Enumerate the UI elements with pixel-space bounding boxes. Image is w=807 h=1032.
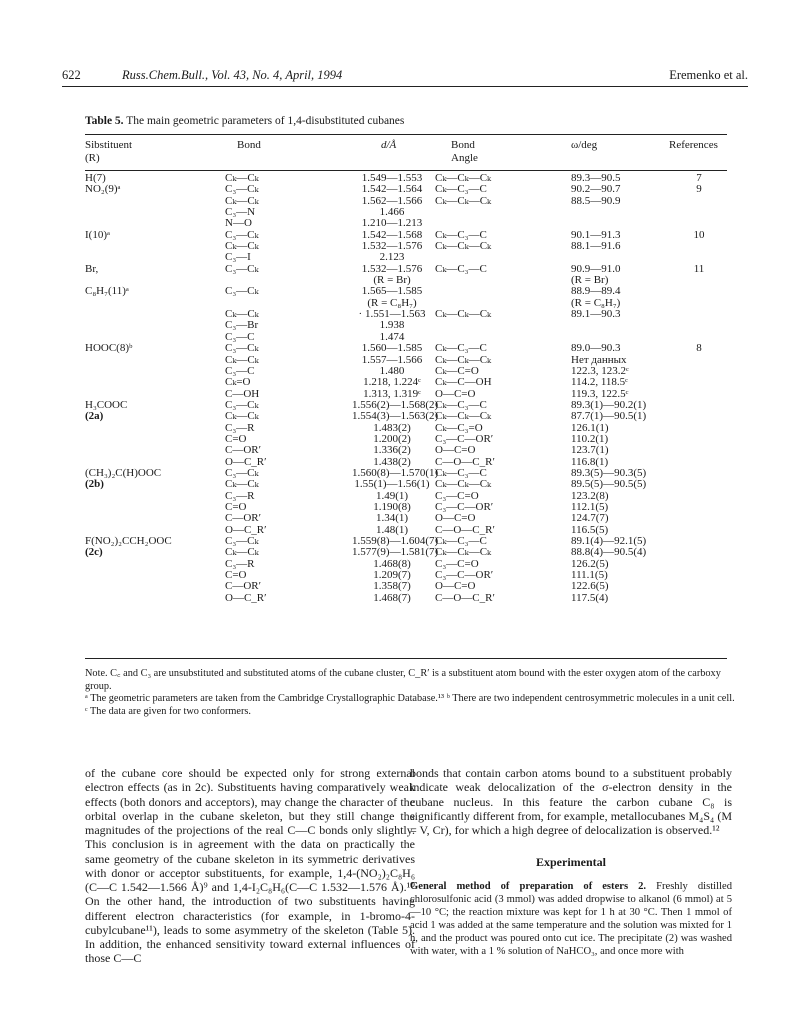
cell-distance: · 1.551—1.563 [358, 308, 426, 321]
cell-bond-angle: Cₖ—C₃—C [435, 228, 487, 241]
cell-substituent: HOOC(8)ᵇ [85, 342, 133, 355]
cell-omega: 126.2(5) [571, 557, 609, 570]
cell-bond-angle: Cₖ—C₃—C [435, 183, 487, 196]
cell-bond: C₃—Cₖ [225, 466, 259, 479]
cell-omega: 116.5(5) [571, 523, 609, 536]
table-bottom-rule [85, 658, 727, 659]
table-row [85, 196, 727, 207]
cell-distance: 1.542—1.568 [361, 228, 423, 241]
cell-omega: 123.7(1) [571, 444, 609, 457]
cell-distance: 1.468(8) [373, 557, 411, 570]
cell-bond: C₃—R [225, 421, 255, 434]
table-row [85, 343, 727, 354]
cell-bond: C₃—I [225, 251, 251, 264]
cell-distance: (R = C₈H₇) [367, 296, 417, 309]
cell-distance: 1.438(2) [373, 455, 411, 468]
table-notes [85, 668, 735, 718]
cell-omega: 124.7(7) [571, 512, 609, 525]
cell-substituent: I(10)ᵃ [85, 228, 110, 241]
cell-bond-angle: Cₖ—Cₖ—Cₖ [435, 546, 492, 559]
cell-bond-angle: C₃—C—OR′ [435, 432, 494, 445]
cell-bond: C=O [225, 432, 247, 445]
cell-bond: C₃—Cₖ [225, 398, 259, 411]
cell-distance: 1.532—1.576 [361, 240, 423, 253]
cell-bond-angle: Cₖ—C₃—C [435, 262, 487, 275]
cell-distance: (R = Br) [373, 274, 411, 287]
cell-substituent: C₈H₇(11)ᵃ [85, 285, 129, 298]
cell-bond: C₃—Cₖ [225, 228, 259, 241]
cell-omega: 87.7(1)—90.5(1) [571, 410, 647, 423]
cell-substituent: NO₂(9)ᵃ [85, 183, 121, 196]
cell-bond: Cₖ—Cₖ [225, 172, 259, 184]
journal-citation: Russ.Chem.Bull., Vol. 43, No. 4, April, 1994 [122, 68, 343, 82]
cell-reference: 11 [693, 262, 705, 275]
cell-bond: C₃—C [225, 364, 255, 377]
cell-omega: 110.2(1) [571, 432, 609, 445]
cell-reference: 9 [696, 183, 702, 196]
table-note: Note. C꜀ and C₃ are unsubstituted and substituted atoms of the cubane cluster, C_R′ is a substituent atom bound with the ester oxygen atom of the carboxy group. [85, 668, 721, 692]
cell-bond-angle: Cₖ—C₃—C [435, 535, 487, 547]
cell-omega: 119.3, 122.5ᶜ [571, 387, 629, 400]
header-substituent: Sibstituent (R) [85, 139, 133, 164]
body-column-right [410, 766, 732, 958]
cell-bond-angle: Cₖ—C₃—C [435, 398, 487, 411]
header-references: References [669, 139, 718, 151]
cell-distance: 1.480 [379, 364, 405, 377]
section-title-experimental: Experimental [536, 855, 606, 870]
cell-bond-angle: Cₖ—C—OH [435, 376, 492, 389]
table-row [85, 309, 727, 320]
cell-bond-angle: O—C=O [435, 580, 476, 593]
cell-bond-angle: Cₖ—C=O [435, 364, 479, 377]
cell-substituent: H(7) [85, 172, 106, 184]
cell-omega: 88.9—89.4 [571, 285, 621, 298]
cell-omega: 89.3(1)—90.2(1) [571, 398, 647, 411]
cell-substituent: Br, [85, 262, 99, 275]
table-caption-label: Table 5. [85, 115, 124, 127]
cell-bond: Cₖ—Cₖ [225, 240, 259, 253]
cell-omega: 122.3, 123.2ᶜ [571, 364, 629, 377]
table-row [85, 241, 727, 252]
table-top-rule [85, 134, 727, 135]
experimental-paragraph [410, 880, 732, 958]
cell-bond: C—OH [225, 387, 260, 400]
table-row [85, 513, 727, 524]
cell-distance: 1.55(1)—1.56(1) [354, 478, 430, 491]
running-header [62, 66, 748, 84]
page-number: 622 [62, 68, 81, 82]
cell-bond: C=O [225, 569, 247, 582]
table-row [85, 320, 727, 331]
cell-bond: Cₖ—Cₖ [225, 410, 259, 423]
cell-bond-angle: Cₖ—Cₖ—Cₖ [435, 194, 492, 207]
cell-bond-angle: Cₖ—Cₖ—Cₖ [435, 478, 492, 491]
cell-distance: 1.560(8)—1.570(1) [352, 466, 439, 479]
cell-omega: 116.8(1) [571, 455, 609, 468]
cell-distance: 1.313, 1.319ᶜ [363, 387, 421, 400]
cell-omega: 90.1—91.3 [571, 228, 621, 241]
cell-omega: 90.2—90.7 [571, 183, 621, 196]
cell-bond-angle: Cₖ—C₃=O [435, 421, 483, 434]
cell-substituent: (2a) [85, 410, 104, 423]
cell-bond-angle: Cₖ—Cₖ—Cₖ [435, 353, 492, 366]
cell-bond: C—OR′ [225, 444, 262, 457]
cell-reference: 10 [693, 228, 705, 241]
cell-bond: C₃—Cₖ [225, 183, 259, 196]
cell-omega: 112.1(5) [571, 500, 609, 513]
cell-distance: 1.532—1.576 [361, 262, 423, 275]
cell-substituent: F(NO₂)₂CCH₂OOC [85, 535, 172, 547]
cell-bond-angle: C—O—C_R′ [435, 591, 495, 604]
cell-bond-angle: C₃—C—OR′ [435, 569, 494, 582]
cell-distance: 1.483(2) [373, 421, 411, 434]
cell-bond-angle: Cₖ—C₃—C [435, 466, 487, 479]
experimental-lead: General method of preparation of esters 2. [410, 880, 647, 892]
cell-reference: 7 [696, 172, 702, 184]
cell-bond: C₃—Cₖ [225, 342, 259, 355]
cell-omega: 89.0—90.3 [571, 342, 621, 355]
cell-omega: 90.9—91.0 [571, 262, 621, 275]
cell-distance: 1.559(8)—1.604(7) [352, 535, 439, 547]
cell-bond-angle: Cₖ—Cₖ—Cₖ [435, 410, 492, 423]
cell-bond-angle: Cₖ—Cₖ—Cₖ [435, 240, 492, 253]
table-header [85, 139, 727, 167]
cell-substituent: (2c) [85, 546, 103, 559]
cell-bond: O—C_R′ [225, 523, 267, 536]
cell-distance: 1.938 [379, 319, 405, 332]
body-column-left [85, 766, 415, 966]
cell-bond: C₃—N [225, 206, 256, 219]
header-bond: Bond [237, 139, 261, 151]
cell-omega: 89.1(4)—92.1(5) [571, 535, 647, 547]
cell-distance: 1.210—1.213 [361, 217, 423, 230]
cell-bond: O—C_R′ [225, 455, 267, 468]
cell-bond: C₃—Cₖ [225, 262, 259, 275]
cell-bond: C₃—R [225, 489, 255, 502]
table-row [85, 445, 727, 456]
header-rule [62, 86, 748, 87]
cell-bond: O—C_R′ [225, 591, 267, 604]
cell-bond: C₃—R [225, 557, 255, 570]
cell-omega: Нет данных [571, 353, 627, 366]
cell-distance: 1.49(1) [375, 489, 409, 502]
table-row [85, 377, 727, 388]
cell-omega: 89.5(5)—90.5(5) [571, 478, 647, 491]
cell-bond: Cₖ—Cₖ [225, 194, 259, 207]
cell-distance: 1.560—1.585 [361, 342, 423, 355]
cell-bond: C₃—Cₖ [225, 535, 259, 547]
cell-distance: 1.577(9)—1.581(7) [352, 546, 439, 559]
cell-bond-angle: Cₖ—C₃—C [435, 342, 487, 355]
cell-distance: 1.468(7) [373, 591, 411, 604]
cell-substituent: H₃COOC [85, 398, 128, 411]
cell-omega: 122.6(5) [571, 580, 609, 593]
cell-bond-angle: O—C=O [435, 444, 476, 457]
experimental-text: Freshly distilled chlorosulfonic acid (3 mmol) was added dropwise to alkanol (6 mmol) at 5—10 °C; the reaction mixture was kept for 1 h at 30 °C. Then 1 mmol of acid 1 was added at the same temperature and the solution was mixted for 1 h, and the product was poured onto cut ice. The precipitate (2) was washed with water, with a 1 % solution of NaHCO₃, and once more with [410, 880, 732, 957]
body-paragraph-left: of the cubane core should be expected only for strong external electron effects (as in 2c). Substituents having comparatively weak effects (both donors and acceptors), may change the character of the orbital overlap in the cubane skeleton, but they still change the magnitudes of the projections of the real C—C bonds only slightly. This conclusion is in agreement with the data on practically the same geometry of the cubane skeleton in its symmetric derivatives with donor or acceptor substituents, for example, 1,4-(NO₂)₂C₈H₆ (C—C 1.542—1.566 Å)⁹ and 1,4-I₂C₈H₆(C—C 1.532—1.576 Å).¹⁰ On the other hand, the introduction of two substituents having different electron characteristics (for example, in 1-bromo-4-cubylcubane¹¹), leads to some asymmetry of the skeleton (Table 5). In addition, the enhanced sensitivity toward external influences of those C—C [85, 766, 415, 966]
cell-bond: Cₖ—Cₖ [225, 308, 259, 321]
header-d: d/Å [381, 139, 397, 151]
cell-distance: 1.557—1.566 [361, 353, 423, 366]
cell-distance: 1.336(2) [373, 444, 411, 457]
cell-omega: 89.3—90.5 [571, 172, 621, 184]
cell-omega: 114.2, 118.5ᶜ [571, 376, 628, 389]
cell-bond: Cₖ—Cₖ [225, 353, 259, 366]
cell-distance: 1.34(1) [375, 512, 409, 525]
table-header-rule [85, 170, 727, 171]
cell-bond-angle: Cₖ—Cₖ—Cₖ [435, 172, 492, 184]
running-authors: Eremenko et al. [669, 68, 748, 82]
table-caption [85, 114, 404, 128]
cell-omega: (R = Br) [571, 274, 609, 287]
table-row [85, 547, 727, 558]
header-omega: ω/deg [571, 139, 598, 151]
body-paragraph-right: bonds that contain carbon atoms bound to a substituent probably indicate weak delocalization of the σ-electron density in the cubane nucleus. In this feature the carbon cubane C₈ is significantly different from, for example, metallocubanes M₄S₄ (M = V, Cr), for which a high degree of delocalization is observed.¹² [410, 766, 732, 837]
cell-omega: 89.3(5)—90.3(5) [571, 466, 647, 479]
cell-bond-angle: C₃—C=O [435, 489, 479, 502]
cell-distance: 1.554(3)—1.563(2) [352, 410, 439, 423]
cell-bond-angle: C—O—C_R′ [435, 455, 495, 468]
cell-substituent: (2b) [85, 478, 104, 491]
cell-bond: C=O [225, 500, 247, 513]
table-row [85, 355, 727, 366]
table-row [85, 184, 727, 195]
cell-distance: 1.218, 1.224ᶜ [363, 376, 421, 389]
cell-bond-angle: C₃—C—OR′ [435, 500, 494, 513]
cell-distance: 1.556(2)—1.568(2) [352, 398, 439, 411]
header-bond-angle: Bond Angle [451, 139, 478, 164]
cell-bond-angle: O—C=O [435, 512, 476, 525]
cell-substituent: (CH₃)₂C(H)OOC [85, 466, 162, 479]
cell-distance: 2.123 [379, 251, 405, 264]
cell-bond-angle: O—C=O [435, 387, 476, 400]
cell-distance: 1.549—1.553 [361, 172, 423, 184]
cell-bond: Cₖ—Cₖ [225, 478, 259, 491]
table-footnotes: ᵃ The geometric parameters are taken from the Cambridge Crystallographic Database.¹³ ᵇ There are two independent centrosymmetric molecules in a unit cell. ᶜ The data are given for two conformers. [85, 693, 735, 717]
cell-reference: 8 [696, 342, 702, 355]
cell-distance: 1.358(7) [373, 580, 411, 593]
cell-distance: 1.48(1) [375, 523, 409, 536]
cell-omega: 88.5—90.9 [571, 194, 621, 207]
cell-distance: 1.466 [379, 206, 405, 219]
cell-distance: 1.542—1.564 [361, 183, 423, 196]
cell-distance: 1.200(2) [373, 432, 411, 445]
cell-distance: 1.562—1.566 [361, 194, 423, 207]
cell-omega: 117.5(4) [571, 591, 609, 604]
table-caption-text: The main geometric parameters of 1,4-disubstituted cubanes [123, 115, 405, 127]
table-row [85, 411, 727, 422]
cell-bond: Cₖ—Cₖ [225, 546, 259, 559]
table-row [85, 479, 727, 490]
cell-omega: (R = C₈H₇) [571, 296, 621, 309]
cell-omega: 126.1(1) [571, 421, 609, 434]
cell-bond: N—O [225, 217, 252, 230]
cell-omega: 89.1—90.3 [571, 308, 621, 321]
cell-omega: 88.1—91.6 [571, 240, 621, 253]
cell-bond: Cₖ=O [225, 376, 251, 389]
cell-bond: C—OR′ [225, 512, 262, 525]
cell-distance: 1.565—1.585 [361, 285, 423, 298]
cell-bond-angle: C—O—C_R′ [435, 523, 495, 536]
table-body [85, 173, 727, 604]
cell-omega: 123.2(8) [571, 489, 609, 502]
cell-distance: 1.474 [379, 330, 405, 343]
table-row [85, 593, 727, 604]
cell-omega: 111.1(5) [571, 569, 608, 582]
cell-bond: C—OR′ [225, 580, 262, 593]
cell-omega: 88.8(4)—90.5(4) [571, 546, 647, 559]
cell-bond: C₃—Br [225, 319, 259, 332]
cell-bond-angle: Cₖ—Cₖ—Cₖ [435, 308, 492, 321]
cell-distance: 1.190(8) [373, 500, 411, 513]
cell-bond-angle: C₃—C=O [435, 557, 479, 570]
cell-bond: C₃—Cₖ [225, 285, 259, 298]
cell-bond: C₃—C [225, 330, 255, 343]
cell-distance: 1.209(7) [373, 569, 411, 582]
